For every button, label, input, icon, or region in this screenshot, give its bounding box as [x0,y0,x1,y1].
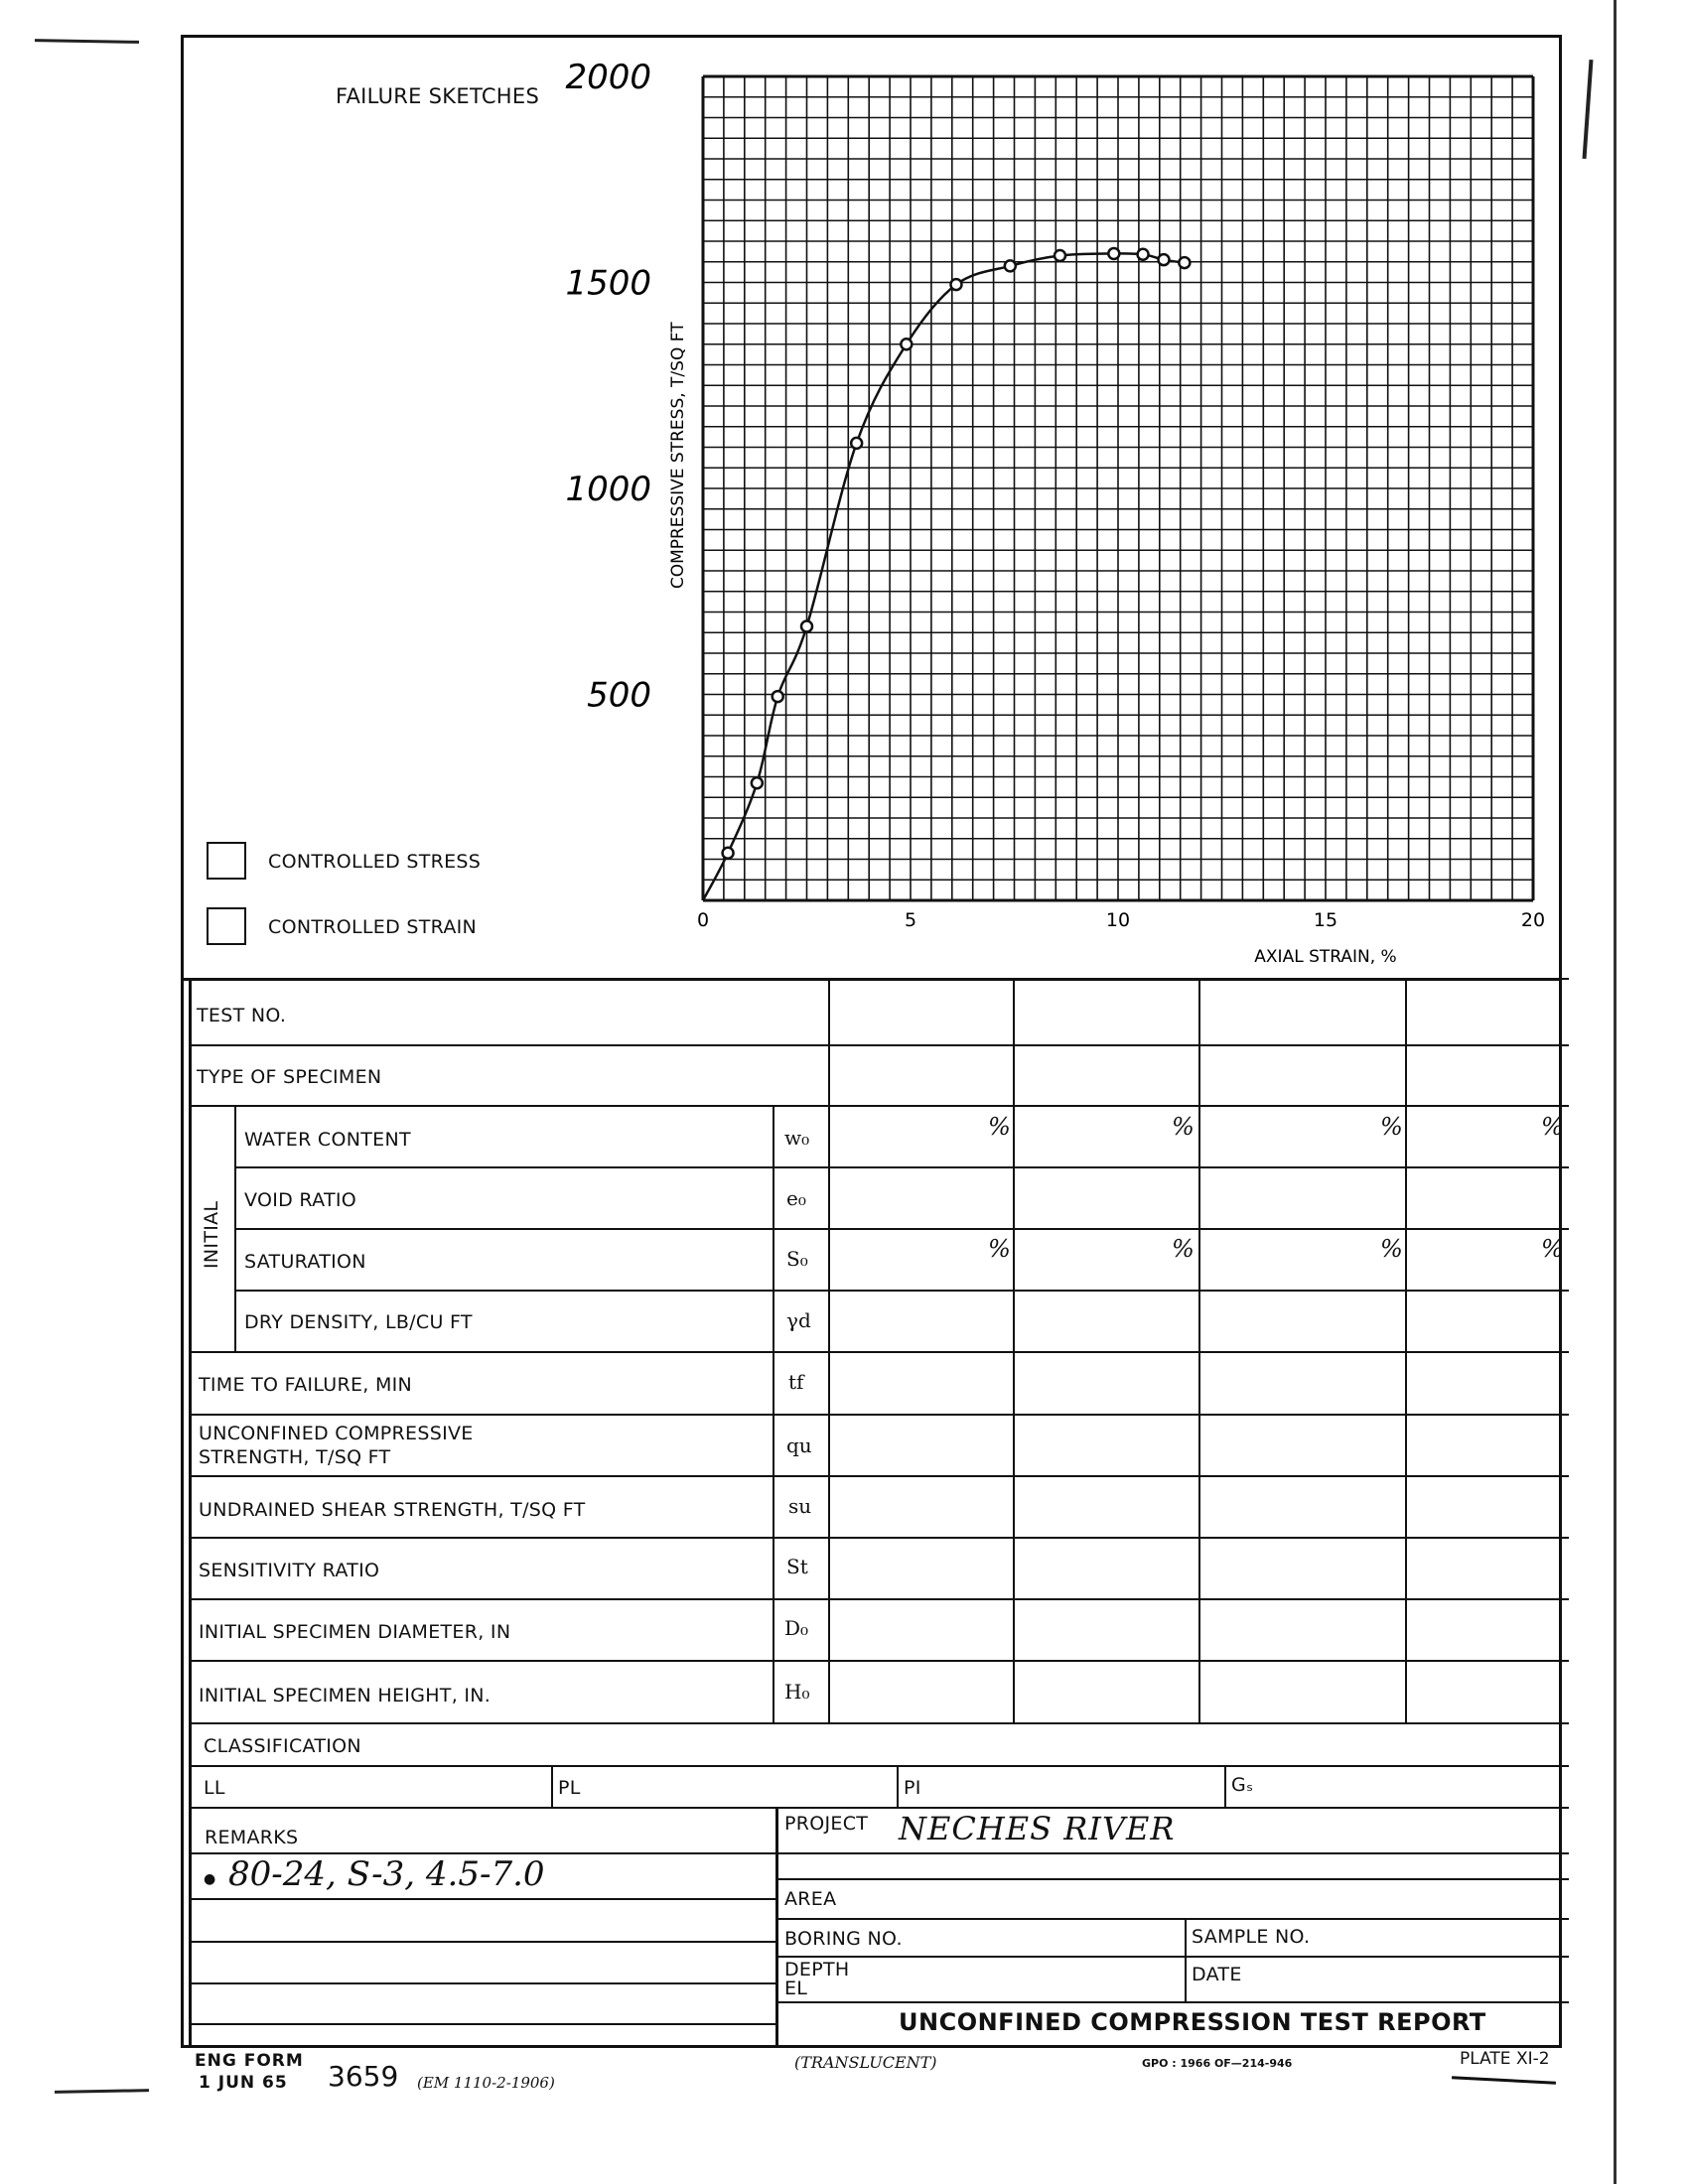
value-cell[interactable] [1201,1169,1402,1225]
table-top-border [181,978,1562,981]
table-rule [189,1105,1569,1107]
table-rule [189,2023,775,2025]
value-cell[interactable] [1016,1417,1196,1472]
value-cell[interactable] [831,1478,1010,1534]
value-cell[interactable] [831,1663,1010,1719]
failure-sketches-label: FAILURE SKETCHES [336,84,540,108]
table-rule [189,1982,775,1984]
table-rule [1405,978,1407,1722]
stress-strain-chart [556,55,1559,978]
bullet-mark: ● [204,1871,216,1887]
table-rule [181,2045,1562,2048]
value-cell[interactable] [1408,1540,1566,1595]
plate-underline-mark [1452,2076,1556,2084]
date-label: DATE [1192,1964,1242,1985]
y-axis-label: COMPRESSIVE STRESS, T/SQ FT [668,322,688,590]
value-cell[interactable] [1201,1108,1402,1163]
chart-grid [703,76,1533,900]
value-cell[interactable] [831,1540,1010,1595]
percent-sign: % [1172,1113,1195,1141]
x-axis-label: AXIAL STRAIN, % [1254,947,1397,967]
table-rule [775,1918,1569,1920]
table-rule [775,1807,778,2048]
controlled-stress-checkbox[interactable] [207,842,246,880]
value-cell[interactable] [1408,1047,1566,1102]
percent-sign: % [1541,1113,1564,1141]
dry-density-label: DRY DENSITY, LB/CU FT [244,1311,473,1333]
table-rule [189,978,192,2048]
x-tick-labels [697,909,1545,931]
percent-sign: % [1380,1113,1403,1141]
value-cell[interactable] [831,1601,1010,1657]
sample-no-label: SAMPLE NO. [1192,1926,1311,1948]
table-rule [775,1878,1569,1880]
time-to-failure-label: TIME TO FAILURE, MIN [199,1374,413,1396]
table-rule [551,1765,553,1807]
value-cell[interactable] [831,1293,1010,1348]
value-cell[interactable] [1408,1601,1566,1657]
value-cell[interactable] [1201,1540,1402,1595]
void-ratio-label: VOID RATIO [244,1189,357,1211]
eng-form-label: ENG FORM [195,2051,304,2071]
stress-strain-curve [703,253,1185,900]
gpo-note: GPO : 1966 OF—214-946 [1142,2057,1293,2070]
table-rule [1013,978,1015,1722]
table-rule [189,1660,1569,1662]
el-label: EL [784,1978,808,1999]
gs-label: Gₛ [1231,1774,1254,1796]
x-tick-label: 10 [1105,909,1131,931]
value-cell[interactable] [831,1231,1010,1287]
table-rule [1198,978,1200,1722]
remarks-value[interactable]: 80-24, S-3, 4.5-7.0 [228,1854,545,1894]
value-cell[interactable] [1016,1108,1196,1163]
value-cell[interactable] [831,1108,1010,1163]
value-cell[interactable] [831,1354,1010,1411]
symbol-time-to-failure: tf [788,1370,804,1394]
data-points [723,248,1191,859]
value-cell[interactable] [1016,1354,1196,1411]
percent-sign: % [1541,1235,1564,1263]
initial-label: INITIAL [201,1200,222,1269]
water-content-label: WATER CONTENT [244,1129,411,1151]
symbol-sensitivity: St [786,1555,808,1578]
remarks-label: REMARKS [205,1827,299,1848]
symbol-void-ratio: e₀ [786,1186,806,1210]
em-reference: (EM 1110-2-1906) [417,2074,555,2092]
x-tick-label: 5 [904,909,917,931]
table-rule [897,1765,899,1807]
value-cell[interactable] [1408,1417,1566,1472]
table-rule [189,1722,1569,1724]
value-cell[interactable] [831,1417,1010,1472]
value-cell[interactable] [1016,1663,1196,1719]
symbol-water-content: w₀ [784,1126,810,1150]
value-cell[interactable] [1408,1293,1566,1348]
table-rule [1224,1765,1226,1807]
symbol-ucs: qu [786,1433,812,1457]
table-rule [189,1475,1569,1477]
symbol-saturation: S₀ [786,1247,808,1271]
page-edge [1614,0,1617,2184]
scan-mark [55,2089,149,2094]
data-point [1005,260,1016,271]
type-of-specimen-label: TYPE OF SPECIMEN [197,1066,382,1088]
x-tick-label: 0 [696,909,710,931]
data-point [1158,254,1169,265]
table-rule [234,1228,1569,1230]
value-cell[interactable] [1016,1293,1196,1348]
controlled-strain-label: CONTROLLED STRAIN [268,916,478,938]
depth-label: DEPTH [784,1959,850,1980]
table-rule [234,1166,1569,1168]
table-rule [189,1598,1569,1600]
value-cell[interactable] [1201,1354,1402,1411]
translucent-note: (TRANSLUCENT) [794,2053,937,2072]
y-tick-label: 2000 [565,58,651,97]
form-number: 3659 [328,2060,399,2093]
value-cell[interactable] [1016,1601,1196,1657]
undrained-shear-label: UNDRAINED SHEAR STRENGTH, T/SQ FT [199,1499,586,1521]
project-label: PROJECT [784,1813,869,1835]
value-cell[interactable] [1016,1169,1196,1225]
controlled-strain-checkbox[interactable] [207,907,246,945]
scan-mark [1583,60,1594,159]
symbol-undrained-shear: su [788,1494,812,1518]
table-rule [234,1290,1569,1292]
value-cell[interactable] [1201,1293,1402,1348]
value-cell[interactable] [1016,1231,1196,1287]
axis-labels [668,322,1397,967]
y-tick-label: 1500 [565,263,651,304]
x-tick-label: 20 [1520,909,1546,931]
value-cell[interactable] [831,981,1010,1041]
table-rule [775,1956,1569,1958]
table-rule [189,1898,775,1900]
table-rule [775,2001,1569,2003]
data-point [1179,257,1190,268]
value-cell[interactable] [1201,1047,1402,1102]
sensitivity-label: SENSITIVITY RATIO [199,1560,380,1581]
data-point [1108,248,1119,259]
value-cell[interactable] [1016,981,1196,1041]
test-no-label: TEST NO. [197,1005,287,1026]
y-tick-label: 500 [587,675,651,716]
value-cell[interactable] [831,1169,1010,1225]
ucs-label-line1: UNCONFINED COMPRESSIVE [199,1423,474,1444]
y-tick-label: 1000 [565,470,651,509]
value-cell[interactable] [1408,981,1566,1041]
table-rule [189,1537,1569,1539]
value-cell[interactable] [1408,1169,1566,1225]
ll-label: LL [204,1777,225,1799]
pi-label: PI [904,1777,921,1799]
value-cell[interactable] [1016,1478,1196,1534]
percent-sign: % [988,1235,1011,1263]
pl-label: PL [558,1777,581,1799]
value-cell[interactable] [1201,1663,1402,1719]
table-rule [189,1765,1569,1767]
ucs-label-line2: STRENGTH, T/SQ FT [199,1446,391,1468]
data-point [801,621,812,632]
value-cell[interactable] [1408,1354,1566,1411]
scan-mark [35,39,139,44]
data-point [752,777,763,788]
data-point [901,339,912,349]
table-rule [234,1105,236,1351]
classification-label: CLASSIFICATION [204,1735,361,1757]
value-cell[interactable] [831,1047,1010,1102]
value-cell[interactable] [1408,1478,1566,1534]
symbol-dry-density: γd [786,1308,811,1332]
value-cell[interactable] [1201,1417,1402,1472]
data-point [1138,249,1149,260]
value-cell[interactable] [1408,1663,1566,1719]
percent-sign: % [988,1113,1011,1141]
value-cell[interactable] [1201,981,1402,1041]
saturation-label: SATURATION [244,1251,366,1273]
report-title: UNCONFINED COMPRESSION TEST REPORT [899,2008,1486,2036]
table-rule [189,1807,1569,1809]
table-rule [1185,1918,1187,2001]
symbol-height: H₀ [784,1680,810,1704]
value-cell[interactable] [1201,1478,1402,1534]
area-label: AREA [784,1888,837,1910]
boring-no-label: BORING NO. [784,1928,903,1950]
data-point [773,691,783,702]
table-rule [189,1941,775,1943]
table-rule [189,1044,1569,1046]
plate-number: PLATE XI-2 [1460,2049,1550,2069]
data-point [851,438,862,449]
form-date: 1 JUN 65 [199,2073,288,2093]
table-rule [189,1414,1569,1416]
x-tick-label: 15 [1313,909,1338,931]
table-rule [189,1351,1569,1353]
controlled-stress-label: CONTROLLED STRESS [268,851,482,873]
value-cell[interactable] [1201,1601,1402,1657]
table-rule [773,1105,774,1722]
value-cell[interactable] [1016,1540,1196,1595]
value-cell[interactable] [1016,1047,1196,1102]
diameter-label: INITIAL SPECIMEN DIAMETER, IN [199,1621,511,1643]
value-cell[interactable] [1201,1231,1402,1287]
symbol-diameter: D₀ [784,1616,809,1640]
data-point [723,848,734,859]
table-rule [775,1852,1569,1854]
height-label: INITIAL SPECIMEN HEIGHT, IN. [199,1685,492,1706]
y-tick-labels [565,58,651,716]
data-point [950,279,961,290]
project-value[interactable]: NECHES RIVER [899,1810,1176,1847]
table-rule [828,978,830,1722]
percent-sign: % [1380,1235,1403,1263]
data-point [1055,250,1065,261]
percent-sign: % [1172,1235,1195,1263]
